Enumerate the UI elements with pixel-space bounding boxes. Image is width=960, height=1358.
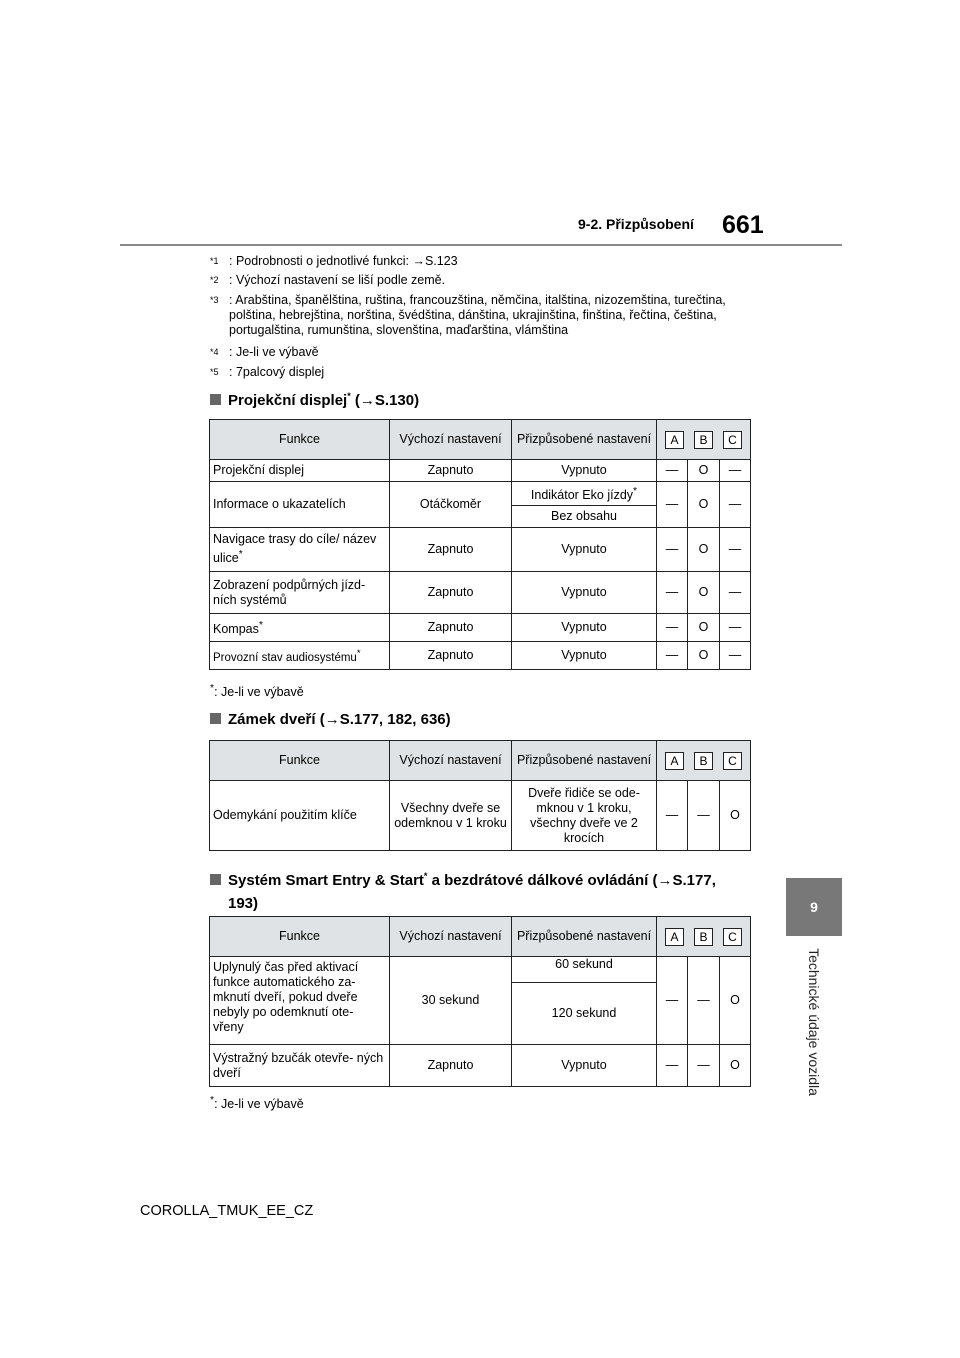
footnote-3: $^{*3}$ : Arabština, španělština, ruština, francouzština, němčina, italština, nizozemština, turečtina, polština, hebrejština, norština, švédština, dánština, ukrajinština, finština, řečtina, čeština, portugalština, rumunština, slovenština, maďarština, vlámština (210, 293, 726, 337)
bullet-square-icon (210, 874, 221, 885)
table-row: 120 sekund (210, 983, 751, 1045)
table-row: Provozní stav audiosystému* Zapnuto Vypnuto — O — (210, 642, 751, 670)
section-title: 9-2. Přizpůsobení (578, 216, 694, 232)
table-row: Navigace trasy do cíle/ název ulice* Zapnuto Vypnuto — O — (210, 528, 751, 572)
document-code: COROLLA_TMUK_EE_CZ (140, 1203, 314, 1219)
table-row: Výstražný bzučák otevře- ných dveří Zapnuto Vypnuto — — O (210, 1045, 751, 1087)
col-header-custom: Přizpůsobené nastavení (512, 420, 657, 460)
footnote-5: $^{*5}$ : 7palcový displej (210, 365, 325, 379)
col-header-function: Funkce (210, 420, 390, 460)
col-header-default: Výchozí nastavení (390, 741, 512, 781)
col-header-function: Funkce (210, 917, 390, 957)
header-divider (120, 244, 842, 246)
col-header-function: Funkce (210, 741, 390, 781)
table-row: Informace o ukazatelích Otáčkoměr Indikátor Eko jízdy* — O — (210, 482, 751, 506)
page-number: 661 (722, 211, 764, 239)
col-header-abc (657, 917, 751, 957)
footnote-1: $^{*1}$ : Podrobnosti o jednotlivé funkci: →S.123 (210, 254, 458, 268)
chapter-title: Technické údaje vozidla (806, 948, 822, 1096)
section-heading-projection: Projekční displej* (→S.130) (210, 391, 419, 409)
table-row: Kompas* Zapnuto Vypnuto — O — (210, 614, 751, 642)
footnote-4: $^{*4}$ : Je-li ve výbavě (210, 345, 319, 359)
projection-display-table (209, 419, 751, 670)
label-a-box: A (665, 431, 684, 449)
label-b-box: B (694, 431, 713, 449)
footnote-2: $^{*2}$ : Výchozí nastavení se liší podle země. (210, 273, 446, 287)
label-a-box: A (665, 752, 684, 770)
label-c-box: C (723, 431, 742, 449)
section-heading-smart-entry: Systém Smart Entry & Start* a bezdrátové dálkové ovládání (→S.177, 193) (210, 865, 716, 915)
table-row: Zobrazení podpůrných jízd- ních systémů Zapnuto Vypnuto — O — (210, 572, 751, 614)
label-a-box: A (665, 928, 684, 946)
smart-entry-table (209, 916, 751, 1087)
label-b-box: B (694, 752, 713, 770)
col-header-abc (657, 741, 751, 781)
label-b-box: B (694, 928, 713, 946)
table-row: Bez obsahu (210, 506, 751, 528)
label-c-box: C (723, 928, 742, 946)
bullet-square-icon (210, 713, 221, 724)
bullet-square-icon (210, 394, 221, 405)
table-row: Odemykání použitím klíče Všechny dveře se odemknou v 1 kroku Dveře řidiče se ode- mknou v 1 kroku, všechny dveře ve 2 krocích — — O (210, 781, 751, 851)
section-heading-door-lock: Zámek dveří (→S.177, 182, 636) (210, 711, 451, 728)
label-c-box: C (723, 752, 742, 770)
door-lock-table (209, 740, 751, 851)
chapter-tab: 9 (786, 878, 842, 936)
col-header-custom: Přizpůsobené nastavení (512, 741, 657, 781)
col-header-abc (657, 420, 751, 460)
table-row: Projekční displej Zapnuto Vypnuto — O — (210, 460, 751, 482)
table-row: Uplynulý čas před aktivací funkce automatického za- mknutí dveří, pokud dveře nebyly po odemknutí ote- vřeny 30 sekund 60 sekund — — O (210, 957, 751, 983)
table-note: *: Je-li ve výbavě (210, 1095, 304, 1112)
col-header-default: Výchozí nastavení (390, 420, 512, 460)
col-header-default: Výchozí nastavení (390, 917, 512, 957)
col-header-custom: Přizpůsobené nastavení (512, 917, 657, 957)
table-note: *: Je-li ve výbavě (210, 683, 304, 700)
